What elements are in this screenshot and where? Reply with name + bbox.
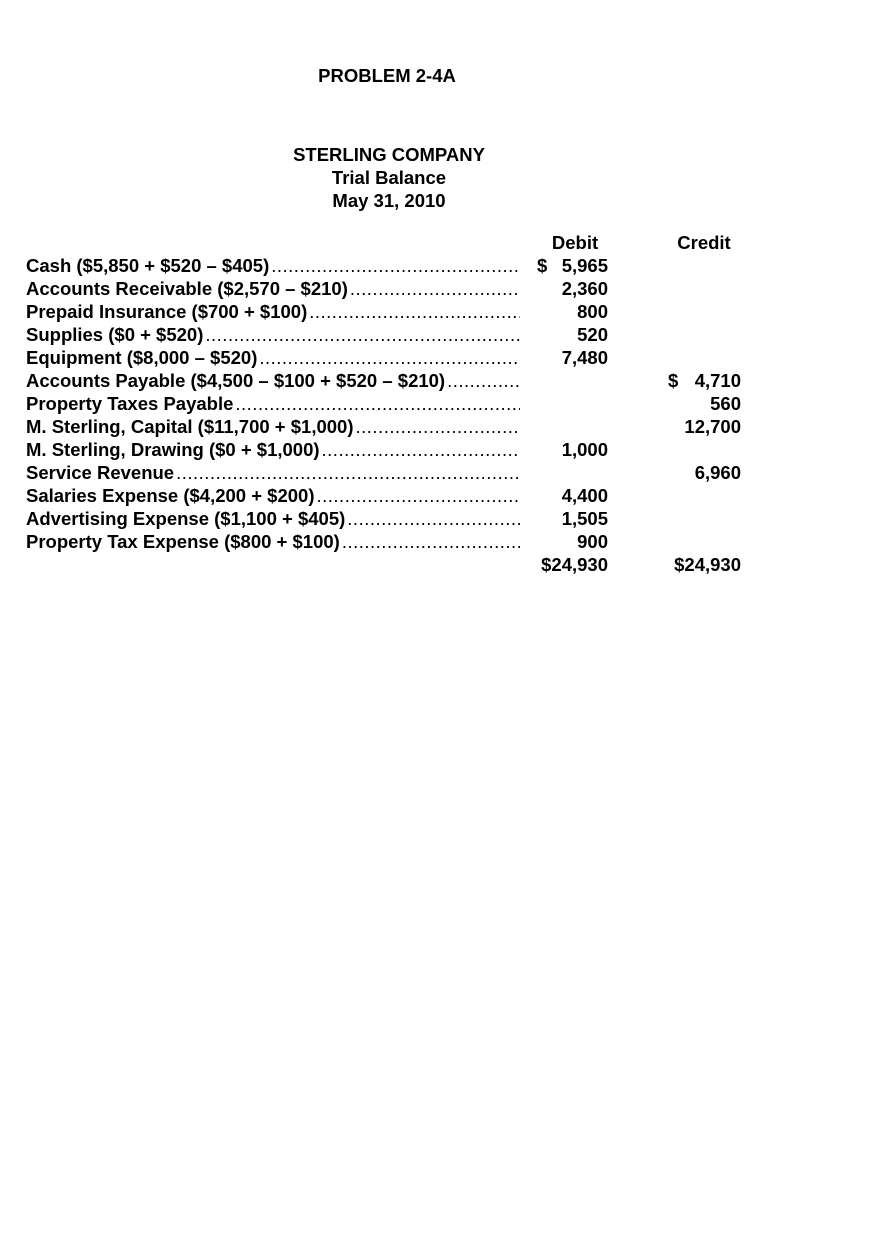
table-row: [0, 461, 880, 484]
account-name: [26, 507, 520, 530]
account-label: Service Revenue: [26, 462, 175, 483]
credit-amount: 560: [710, 393, 741, 414]
problem-title: PROBLEM 2-4A: [318, 65, 456, 86]
debit-amount: 1,505: [561, 508, 608, 529]
account-name: [26, 323, 520, 346]
account-label: Accounts Receivable ($2,570 – $210): [26, 278, 348, 299]
statement-title: Trial Balance: [331, 167, 447, 188]
table-row: [0, 277, 880, 300]
account-label: M. Sterling, Drawing ($0 + $1,000): [26, 439, 320, 460]
debit-amount: 520: [577, 324, 608, 345]
account-name: [26, 392, 520, 415]
debit-total: $24,930: [541, 554, 608, 575]
account-name: [26, 254, 520, 277]
credit-column-header: Credit: [677, 232, 731, 253]
account-name: [26, 484, 520, 507]
debit-amount: 7,480: [561, 347, 608, 368]
table-row: [0, 484, 880, 507]
table-row: [0, 254, 880, 277]
account-label: Property Taxes Payable: [26, 393, 234, 414]
statement-date: May 31, 2010: [332, 190, 446, 211]
account-label: Prepaid Insurance ($700 + $100): [26, 301, 308, 322]
table-row: [0, 507, 880, 530]
company-name: STERLING COMPANY: [293, 144, 485, 165]
account-label: Cash ($5,850 + $520 – $405): [26, 255, 270, 276]
statement-heading: [0, 143, 778, 212]
debit-column-header: Debit: [551, 232, 599, 253]
table-row: [0, 530, 880, 553]
table-row: [0, 415, 880, 438]
debit-currency-sign: $: [537, 255, 548, 276]
totals-row: [0, 553, 880, 576]
credit-amount: 6,960: [694, 462, 741, 483]
account-name: [26, 530, 520, 553]
account-label: Salaries Expense ($4,200 + $200): [26, 485, 315, 506]
table-row: [0, 392, 880, 415]
table-row: [0, 346, 880, 369]
table-row: [0, 369, 880, 392]
account-label: Property Tax Expense ($800 + $100): [26, 531, 340, 552]
account-name: [26, 415, 520, 438]
debit-amount: 5,965: [561, 255, 608, 276]
debit-amount: 2,360: [561, 278, 608, 299]
credit-amount: 12,700: [684, 416, 741, 437]
account-label: Supplies ($0 + $520): [26, 324, 204, 345]
account-name: [26, 300, 520, 323]
column-headers: [0, 231, 880, 254]
account-label: Accounts Payable ($4,500 – $100 + $520 – $210): [26, 370, 446, 391]
debit-amount: 800: [577, 301, 608, 322]
table-row: [0, 300, 880, 323]
trial-balance-table: [0, 254, 880, 576]
account-label: M. Sterling, Capital ($11,700 + $1,000): [26, 416, 354, 437]
debit-amount: 900: [577, 531, 608, 552]
account-name: [26, 346, 520, 369]
debit-amount: 1,000: [561, 439, 608, 460]
account-name: [26, 461, 520, 484]
account-label: Equipment ($8,000 – $520): [26, 347, 258, 368]
account-name: [26, 369, 520, 392]
debit-amount: 4,400: [561, 485, 608, 506]
account-name: [26, 277, 520, 300]
table-row: [0, 323, 880, 346]
credit-total: $24,930: [674, 554, 741, 575]
credit-amount: 4,710: [694, 370, 741, 391]
account-label: Advertising Expense ($1,100 + $405): [26, 508, 346, 529]
credit-currency-sign: $: [668, 370, 679, 391]
account-name: [26, 438, 520, 461]
table-row: [0, 438, 880, 461]
